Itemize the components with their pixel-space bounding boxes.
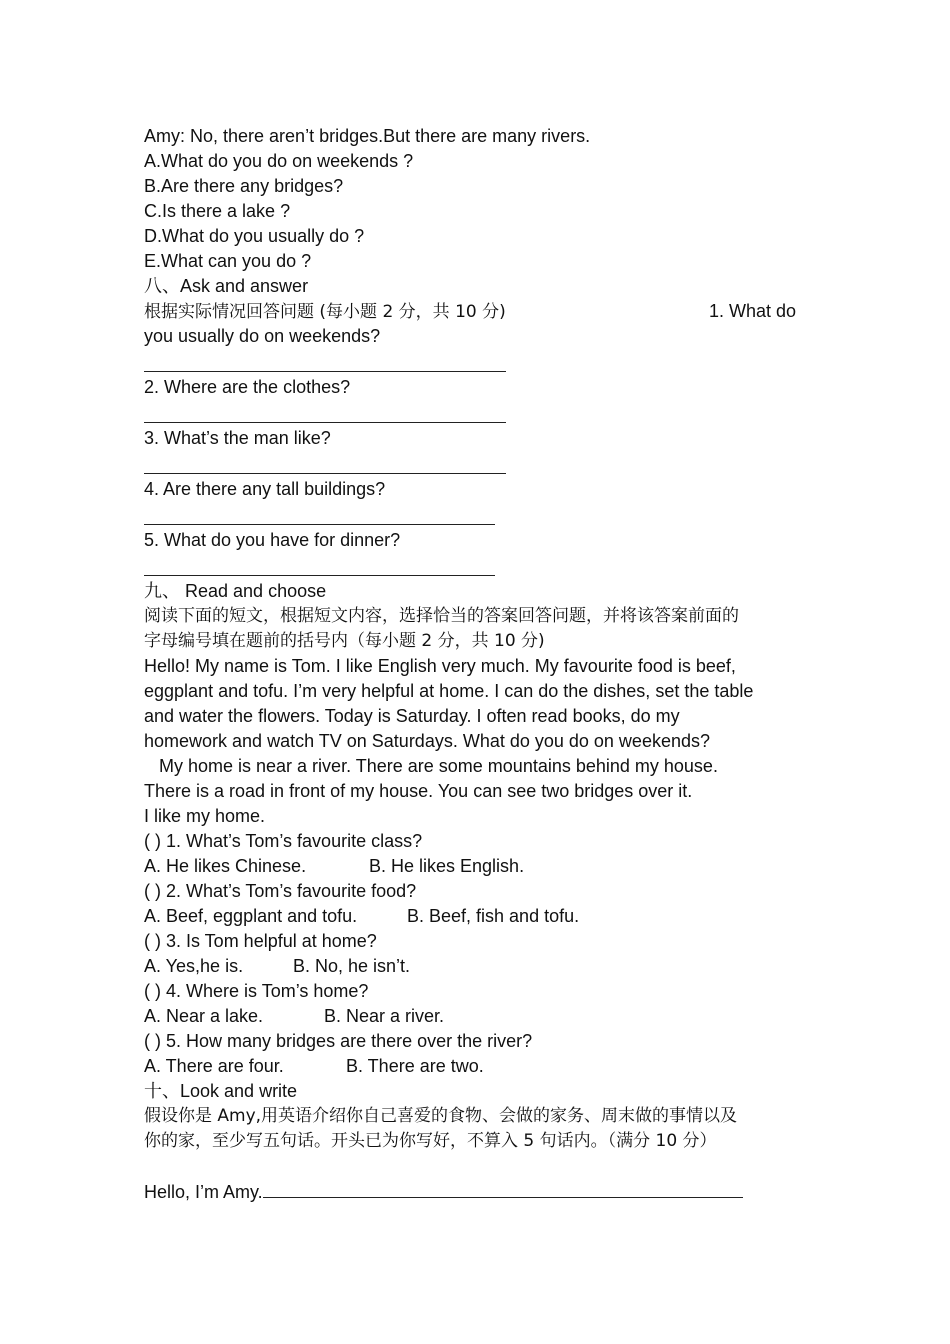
choice-2-a: A. Beef, eggplant and tofu. — [144, 906, 358, 926]
choice-answers-1 — [144, 854, 814, 879]
answer-line-5[interactable] — [144, 553, 495, 576]
choice-answers-4 — [144, 1004, 814, 1029]
section9-instruction-2: 字母编号填在题前的括号内（每小题 2 分，共 10 分) — [144, 631, 545, 651]
dialogue-line: Amy: No, there aren’t bridges.But there are many rivers. — [144, 126, 591, 146]
passage-line: eggplant and tofu. I’m very helpful at home. I can do the dishes, set the table — [144, 681, 754, 701]
choice-answers-5 — [144, 1054, 814, 1079]
choice-3-b: B. No, he isn’t. — [293, 956, 411, 976]
choice-question-3[interactable]: ( ) 3. Is Tom helpful at home? — [144, 931, 377, 951]
section9-heading: 九、 Read and choose — [144, 581, 327, 601]
option-b: B.Are there any bridges? — [144, 176, 344, 196]
passage-line: My home is near a river. There are some mountains behind my house. — [159, 756, 718, 776]
passage-line: and water the flowers. Today is Saturday. I often read books, do my — [144, 706, 680, 726]
choice-question-2[interactable]: ( ) 2. What’s Tom’s favourite food? — [144, 881, 417, 901]
choice-question-5[interactable]: ( ) 5. How many bridges are there over the river? — [144, 1031, 533, 1051]
passage-line: Hello! My name is Tom. I like English very much. My favourite food is beef, — [144, 656, 736, 676]
choice-1-a: A. He likes Chinese. — [144, 856, 307, 876]
choice-4-a: A. Near a lake. — [144, 1006, 264, 1026]
choice-answers-3 — [144, 954, 814, 979]
section10-instruction-1: 假设你是 Amy,用英语介绍你自己喜爱的食物、会做的家务、周末做的事情以及 — [144, 1106, 738, 1126]
question-1-start: 1. What do — [709, 301, 797, 321]
section8-instruction: 根据实际情况回答问题 (每小题 2 分，共 10 分) — [144, 302, 506, 322]
writing-starter-row — [144, 1179, 814, 1204]
section8-heading: 八、Ask and answer — [144, 276, 309, 296]
section9-instruction-1: 阅读下面的短文，根据短文内容，选择恰当的答案回答问题，并将该答案前面的 — [144, 606, 739, 626]
choice-5-a: A. There are four. — [144, 1056, 284, 1076]
question-3: 3. What’s the man like? — [144, 428, 331, 448]
option-e: E.What can you do ? — [144, 251, 312, 271]
writing-blank[interactable] — [263, 1179, 743, 1198]
section8-instruction-row — [144, 299, 814, 324]
answer-line-2[interactable] — [144, 400, 506, 423]
answer-line-3[interactable] — [144, 451, 506, 474]
answer-line-4[interactable] — [144, 502, 495, 525]
question-2: 2. Where are the clothes? — [144, 377, 351, 397]
choice-question-1[interactable]: ( ) 1. What’s Tom’s favourite class? — [144, 831, 423, 851]
question-4: 4. Are there any tall buildings? — [144, 479, 386, 499]
section10-heading: 十、Look and write — [144, 1081, 298, 1101]
question-5: 5. What do you have for dinner? — [144, 530, 401, 550]
choice-answers-2 — [144, 904, 814, 929]
passage-line: homework and watch TV on Saturdays. What do you do on weekends? — [144, 731, 710, 751]
choice-2-b: B. Beef, fish and tofu. — [407, 906, 580, 926]
choice-3-a: A. Yes,he is. — [144, 956, 244, 976]
choice-question-4[interactable]: ( ) 4. Where is Tom’s home? — [144, 981, 369, 1001]
option-a: A.What do you do on weekends ? — [144, 151, 414, 171]
spacer — [144, 1154, 814, 1179]
choice-4-b: B. Near a river. — [324, 1006, 445, 1026]
writing-starter: Hello, I’m Amy. — [144, 1182, 263, 1202]
option-d: D.What do you usually do ? — [144, 226, 365, 246]
answer-line-1[interactable] — [144, 349, 506, 372]
passage-line: I like my home. — [144, 806, 266, 826]
choice-1-b: B. He likes English. — [369, 856, 525, 876]
option-c: C.Is there a lake ? — [144, 201, 291, 221]
worksheet-page — [144, 124, 814, 1204]
question-1-end: you usually do on weekends? — [144, 326, 381, 346]
passage-line: There is a road in front of my house. You can see two bridges over it. — [144, 781, 693, 801]
choice-5-b: B. There are two. — [346, 1056, 484, 1076]
section10-instruction-2: 你的家，至少写五句话。开头已为你写好，不算入 5 句话内。（满分 10 分） — [144, 1131, 717, 1151]
